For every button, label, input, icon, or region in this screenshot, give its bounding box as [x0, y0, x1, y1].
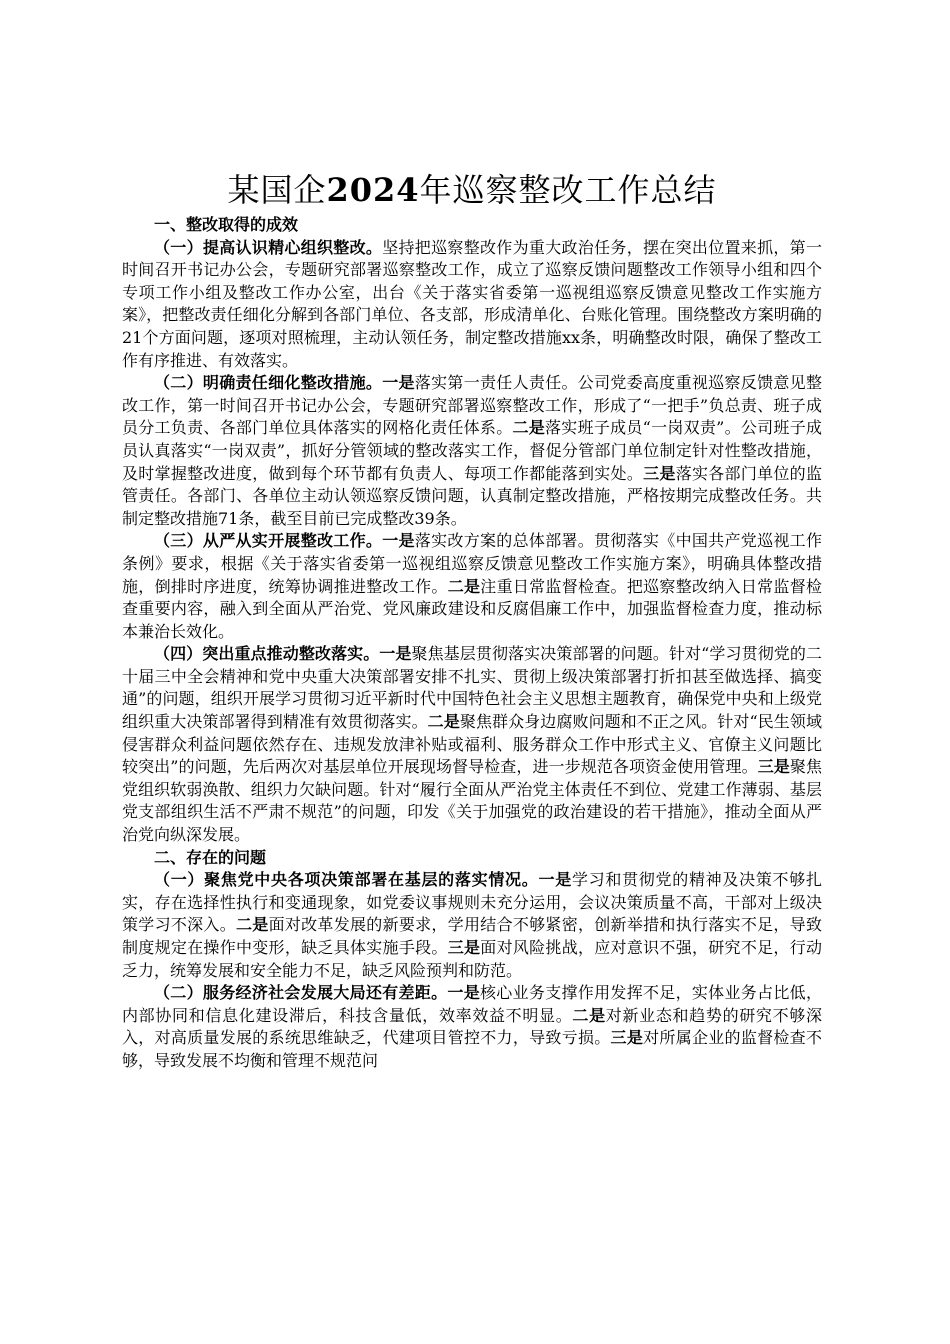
paragraph-marker: 三是: [610, 1028, 644, 1048]
paragraph-text: 注重日常监督检查。把巡察整改纳入日常监督检查重要内容，融入到全面从严治党、党风廉政建设和反腐倡廉工作中，加强监督检查力度，推动标本兼治长效化。: [122, 576, 822, 641]
paragraph-text: 面对改革发展的新要求，学用结合不够紧密，创新举措和执行落实不足，导致制度规定在操作中变形，缺乏具体实施手段。: [122, 915, 822, 957]
paragraph-marker: 二是: [427, 712, 460, 732]
title-text-suffix: 年巡察整改工作总结: [419, 171, 717, 209]
paragraph-lead: （一）聚焦党中央各项决策部署在基层的落实情况。: [154, 870, 539, 890]
paragraph-marker: 二是: [572, 1005, 606, 1025]
paragraph-text: 聚焦基层贯彻落实决策部署的问题。针对“学习贯彻党的二十届三中全会精神和党中央重大决策部署安排不扎实、贯彻上级决策部署打折扣甚至做选择、搞变通”的问题，组织开展学习贯彻习近平新时代中国特色社会主义思想主题教育，确保党中央和上级党组织重大决策部署得到精准有效贯彻落实。: [122, 644, 822, 732]
paragraph-lead: （二）服务经济社会发展大局还有差距。: [154, 983, 448, 1003]
paragraph-text: 对所属企业的监督检查不够，导致发展不均衡和管理不规范问: [122, 1028, 822, 1070]
body-paragraph: [122, 530, 822, 643]
paragraph-text: 落实各部门单位的监管责任。各部门、各单位主动认领巡察反馈问题，认真制定整改措施，严格按期完成整改任务。共制定整改措施71条，截至目前已完成整改39条。: [122, 463, 822, 528]
title-year: 2024: [326, 171, 420, 209]
document-page: [122, 168, 822, 1073]
paragraph-text: 学习和贯彻党的精神及决策不够扎实，存在选择性执行和变通现象，如党委议事规则未充分运用，会议决策质量不高，干部对上级决策学习不深入。: [122, 870, 822, 935]
document-title: [122, 168, 822, 212]
paragraph-marker: 三是: [447, 938, 481, 957]
paragraph-text: 聚焦群众身边腐败问题和不正之风。针对“民生领域侵害群众利益问题依然存在、违规发放津补贴或福利、服务群众工作中形式主义、官僚主义问题比较突出”的问题，先后两次对基层单位开展现场督导检查，进一步规范各项资金使用管理。: [122, 712, 822, 777]
paragraph-text: 面对风险挑战，应对意识不强，研究不足，行动乏力，统筹发展和安全能力不足，缺乏风险预判和防范。: [122, 938, 822, 980]
paragraph-marker: 一是: [447, 983, 480, 1003]
paragraph-marker: 一是: [379, 644, 412, 664]
title-text-prefix: 某国企: [227, 171, 327, 209]
paragraph-lead: （一）提高认识精心组织整改。: [154, 237, 383, 257]
paragraph-lead: （二）明确责任细化整改措施。: [154, 373, 383, 393]
paragraph-marker: 二是: [512, 418, 546, 438]
document-body: [122, 214, 822, 1073]
paragraph-lead: （三）从严从实开展整改工作。: [154, 531, 383, 551]
paragraph-lead: （四）突出重点推动整改落实。: [154, 644, 380, 664]
paragraph-text: 对新业态和趋势的研究不够深入，对高质量发展的系统思维缺乏，代建项目管控不力，导致亏损。: [122, 1005, 822, 1048]
body-paragraph: [122, 869, 822, 982]
paragraph-text: 坚持把巡察整改作为重大政治任务，摆在突出位置来抓，第一时间召开书记办公会，专题研究部署巡察整改工作，成立了巡察反馈问题整改工作领导小组和四个专项工作小组及整改工作办公室，出台《关于落实省委第一巡视组巡察反馈意见整改工作实施方案》，把整改责任细化分解到各部门单位、各支部，形成清单化、台账化管理。围绕整改方案明确的21个方面问题，逐项对照梳理，主动认领任务，制定整改措施xx条，明确整改时限，确保了整改工作有序推进、有效落实。: [122, 237, 822, 370]
body-paragraph: [122, 643, 822, 846]
paragraph-marker: 三是: [643, 463, 676, 483]
section-heading: 二、存在的问题: [154, 847, 267, 867]
body-paragraph: [122, 372, 822, 530]
paragraph-text: 聚焦党组织软弱涣散、组织力欠缺问题。针对“履行全面从严治党主体责任不到位、党建工作薄弱、基层党支部组织生活不严肃不规范”的问题，印发《关于加强党的政治建设的若干措施》，推动全面从严治党向纵深发展。: [122, 757, 822, 845]
paragraph-marker: 三是: [757, 757, 790, 777]
paragraph-text: 核心业务支撑作用发挥不足，实体业务占比低，内部协同和信息化建设滞后，科技含量低，效率效益不明显。: [122, 983, 822, 1025]
paragraph-text: 落实班子成员“一岗双责”。公司班子成员认真落实“一岗双责”，抓好分管领域的整改落实工作，督促分管部门单位制定针对性整改措施，及时掌握整改进度，做到每个环节都有负责人、每项工作都能落到实处。: [122, 418, 822, 483]
paragraph-marker: 一是: [382, 373, 415, 393]
paragraph-marker: 一是: [538, 870, 572, 890]
paragraph-text: 落实改方案的总体部署。贯彻落实《中国共产党巡视工作条例》要求，根据《关于落实省委第一巡视组巡察反馈意见整改工作实施方案》，明确具体整改措施，倒排时序进度，统筹协调推进整改工作。: [122, 531, 822, 596]
paragraph-text: 落实第一责任人责任。公司党委高度重视巡察反馈意见整改工作，第一时间召开书记办公会，专题研究部署巡察整改工作，形成了“一把手”负总责、班子成员分工负责、各部门单位具体落实的网格化责任体系。: [122, 373, 822, 438]
section-heading: 一、整改取得的成效: [154, 215, 299, 234]
body-paragraph: [122, 982, 822, 1072]
paragraph-marker: 一是: [382, 531, 415, 551]
paragraph-marker: 二是: [447, 576, 481, 596]
paragraph-marker: 二是: [236, 915, 269, 935]
body-paragraph: [122, 237, 822, 373]
